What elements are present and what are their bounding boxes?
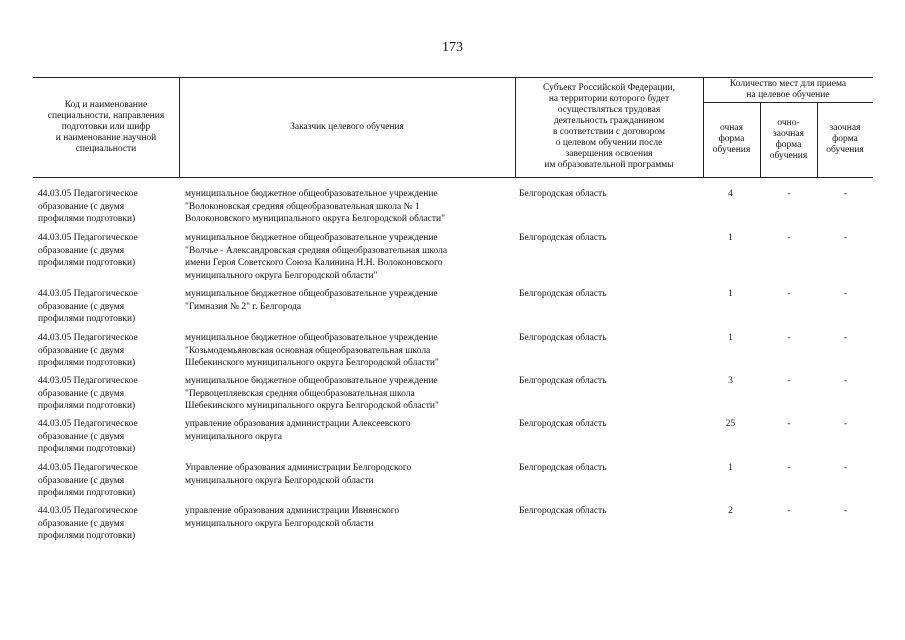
header-code	[33, 77, 179, 177]
table-row	[33, 332, 873, 375]
part-time-places-cell: -	[787, 376, 791, 386]
specialty-line: образование (с двумя	[38, 201, 125, 212]
customer-line: муниципального округа Белгородской области	[185, 518, 374, 529]
specialty-cell	[38, 332, 173, 370]
specialty-cell	[38, 188, 173, 226]
full-time-places-cell: 3	[728, 376, 733, 386]
specialty-line: профилями подготовки)	[38, 444, 136, 454]
specialty-line: 44.03.05 Педагогическое	[38, 189, 138, 199]
customer-line: муниципального округа Белгородской области"	[185, 270, 378, 281]
header-bottom-rule	[33, 177, 873, 178]
table-row	[33, 288, 873, 332]
header-region-line: им образовательной программы	[544, 160, 674, 170]
header-full-time-line: форма	[718, 134, 745, 144]
header-region-line: деятельность гражданином	[553, 116, 665, 126]
header-code-line: подготовки или шифр	[61, 121, 151, 132]
header-full-time-line: очная	[720, 123, 743, 133]
header-part-time	[760, 102, 817, 177]
region-cell: Белгородская область	[519, 233, 607, 243]
specialty-line: образование (с двумя	[38, 431, 125, 442]
header-customer	[179, 77, 515, 177]
customer-cell	[185, 505, 495, 530]
part-time-places-cell: -	[787, 189, 791, 199]
customer-line: "Козьмодемьяновская основная общеобразовательная школа	[185, 345, 431, 356]
extramural-places-cell: -	[843, 289, 848, 299]
header-part-time-line: обучения	[769, 150, 808, 161]
customer-cell	[185, 375, 495, 413]
header-code-line: Код и наименование	[64, 99, 148, 110]
table-row	[33, 188, 873, 232]
header-full-time	[703, 102, 760, 177]
header-full-time-text	[713, 123, 751, 156]
specialty-cell	[38, 462, 173, 500]
customer-line: "Волчье - Александровская средняя общеобразовательная школа	[185, 245, 448, 256]
specialty-cell	[38, 288, 173, 326]
table-row	[33, 232, 873, 288]
header-customer-line: Заказчик целевого обучения	[290, 121, 404, 132]
specialty-cell	[38, 505, 173, 543]
part-time-places-cell: -	[787, 233, 791, 243]
full-time-places-cell: 25	[725, 419, 736, 429]
customer-cell	[185, 332, 495, 370]
extramural-places-cell: -	[843, 506, 848, 516]
extramural-places-cell: -	[843, 333, 848, 343]
header-customer-text	[290, 122, 404, 133]
specialty-line: профилями подготовки)	[38, 358, 136, 368]
customer-cell	[185, 288, 495, 313]
full-time-places-cell: 1	[728, 233, 733, 243]
specialty-line: образование (с двумя	[38, 518, 125, 529]
customer-line: Управление образования администрации Белгородского	[185, 463, 412, 473]
table-row	[33, 462, 873, 505]
table-row	[33, 418, 873, 462]
header-code-line: и наименование научной	[55, 132, 157, 143]
specialty-line: образование (с двумя	[38, 301, 125, 312]
header-region-line: осуществляться трудовая	[557, 105, 661, 115]
customer-line: муниципального округа	[185, 431, 283, 442]
customer-line: муниципальное бюджетное общеобразовательное учреждение	[185, 289, 438, 299]
region-cell: Белгородская область	[519, 419, 607, 429]
region-cell: Белгородская область	[519, 189, 607, 199]
part-time-places-cell: -	[787, 419, 791, 429]
header-region-line: в соответствии с договором	[552, 127, 665, 137]
extramural-places-cell: -	[843, 419, 848, 429]
specialty-line: образование (с двумя	[38, 475, 125, 486]
customer-cell	[185, 188, 495, 226]
specialty-line: профилями подготовки)	[38, 488, 136, 498]
full-time-places-cell: 2	[728, 506, 733, 516]
customer-cell	[185, 462, 495, 487]
header-region	[515, 77, 703, 177]
customer-line: муниципальное бюджетное общеобразовательное учреждение	[185, 233, 438, 243]
header-places	[703, 77, 873, 102]
page-number: 173	[442, 40, 463, 55]
customer-line: управление образования администрации Алексеевского	[185, 419, 411, 429]
specialty-line: профилями подготовки)	[38, 531, 136, 541]
header-places-line: Количество мест для приема	[729, 78, 847, 89]
customer-line: муниципальное бюджетное общеобразовательное учреждение	[185, 333, 438, 343]
part-time-places-cell: -	[787, 333, 791, 343]
part-time-places-cell: -	[787, 289, 791, 299]
customer-line: муниципальное бюджетное общеобразовательное учреждение	[185, 376, 438, 386]
region-cell: Белгородская область	[519, 289, 607, 299]
customer-line: Волоконовского муниципального округа Белгородской области"	[185, 214, 445, 224]
extramural-places-cell: -	[843, 376, 848, 386]
full-time-places-cell: 1	[728, 463, 733, 473]
header-region-line: о целевом обучении после	[555, 138, 663, 148]
region-cell: Белгородская область	[519, 376, 607, 386]
specialty-line: 44.03.05 Педагогическое	[38, 376, 138, 386]
customer-line: управление образования администрации Ивнянского	[185, 506, 400, 516]
table-row	[33, 375, 873, 418]
specialty-line: образование (с двумя	[38, 245, 125, 256]
customer-cell	[185, 418, 495, 443]
specialty-cell	[38, 232, 173, 270]
specialty-line: профилями подготовки)	[38, 401, 136, 411]
header-code-line: специальности, направления	[47, 110, 165, 121]
table-body	[33, 188, 873, 549]
header-extramural-line: обучения	[826, 145, 864, 155]
specialty-line: 44.03.05 Педагогическое	[38, 463, 138, 473]
specialty-cell	[38, 418, 173, 456]
header-code-text	[48, 100, 164, 155]
header-full-time-line: обучения	[712, 145, 751, 155]
header-extramural	[817, 102, 873, 177]
specialty-line: образование (с двумя	[38, 388, 125, 399]
header-region-line: Субъект Российской Федерации,	[543, 83, 675, 93]
full-time-places-cell: 1	[728, 333, 733, 343]
customer-line: Шебекинского муниципального округа Белгородской области"	[185, 358, 439, 368]
header-places-line: на целевое обучение	[746, 89, 830, 100]
specialty-line: профилями подготовки)	[38, 214, 136, 224]
header-extramural-line: форма	[832, 134, 858, 144]
part-time-places-cell: -	[787, 506, 791, 516]
specialty-line: образование (с двумя	[38, 345, 125, 356]
region-cell: Белгородская область	[519, 463, 607, 473]
customer-line: муниципального округа Белгородской области	[185, 475, 374, 486]
specialty-line: 44.03.05 Педагогическое	[38, 419, 138, 429]
specialty-line: 44.03.05 Педагогическое	[38, 233, 138, 243]
header-part-time-line: форма	[775, 139, 802, 150]
specialty-line: 44.03.05 Педагогическое	[38, 506, 138, 516]
customer-line: "Волоконовская средняя общеобразовательная школа № 1	[185, 201, 420, 212]
header-extramural-line: заочная	[829, 123, 861, 133]
customer-line: муниципальное бюджетное общеобразовательное учреждение	[185, 189, 438, 199]
full-time-places-cell: 1	[728, 289, 733, 299]
region-cell: Белгородская область	[519, 333, 607, 343]
customer-line: "Гимназия № 2" г. Белгорода	[185, 301, 302, 312]
header-part-time-line: очно-	[777, 117, 800, 128]
region-cell: Белгородская область	[519, 506, 607, 516]
extramural-places-cell: -	[843, 233, 848, 243]
part-time-places-cell: -	[787, 463, 791, 473]
specialty-line: 44.03.05 Педагогическое	[38, 333, 138, 343]
specialty-cell	[38, 375, 173, 413]
extramural-places-cell: -	[843, 463, 848, 473]
header-region-text	[543, 83, 675, 171]
header-region-line: завершения освоения	[565, 149, 653, 159]
customer-line: "Первоцепляевская средняя общеобразовательная школа	[185, 388, 415, 399]
header-part-time-line: заочная	[773, 128, 804, 139]
specialty-line: профилями подготовки)	[38, 314, 136, 324]
full-time-places-cell: 4	[728, 189, 733, 199]
customer-line: Шебекинского муниципального округа Белгородской области"	[185, 401, 439, 411]
header-part-time-text	[770, 118, 808, 162]
header-region-line: на территории которого будет	[548, 94, 670, 104]
specialty-line: профилями подготовки)	[38, 258, 136, 268]
header-places-text	[730, 79, 846, 101]
extramural-places-cell: -	[843, 189, 848, 199]
header-extramural-text	[826, 123, 864, 156]
header-code-line: специальности	[75, 143, 137, 154]
customer-line: имени Героя Советского Союза Калинина Н.Н. Волоконовского	[185, 258, 443, 268]
table-row	[33, 505, 873, 549]
specialty-line: 44.03.05 Педагогическое	[38, 289, 138, 299]
customer-cell	[185, 232, 495, 282]
